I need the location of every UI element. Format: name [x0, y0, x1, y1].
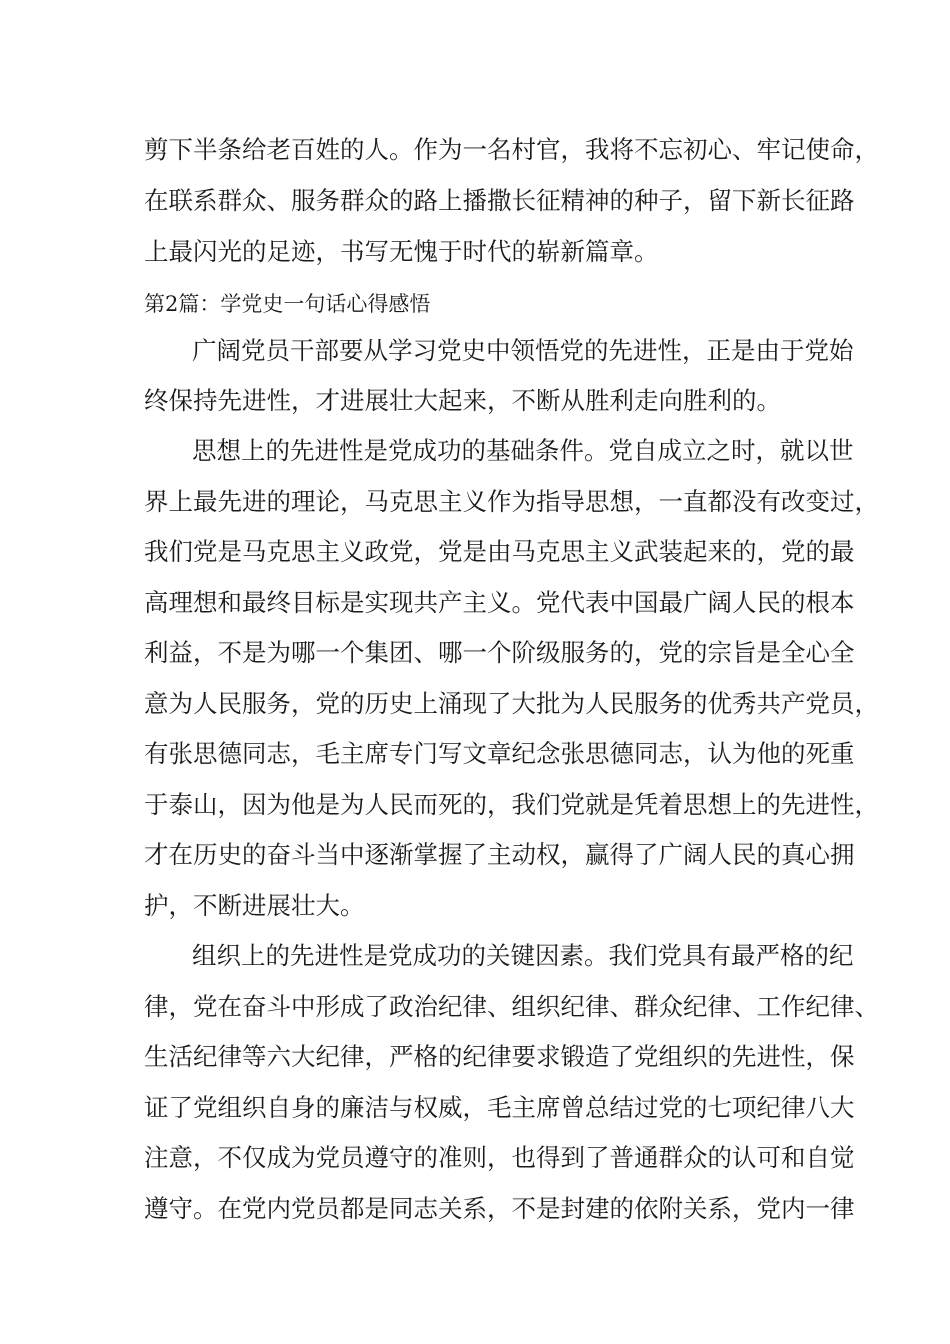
text-line: 律，党在奋斗中形成了政治纪律、组织纪律、群众纪律、工作纪律、 [144, 992, 879, 1021]
text-line: 利益，不是为哪一个集团、哪一个阶级服务的，党的宗旨是全心全 [144, 638, 855, 667]
text-line: 生活纪律等六大纪律，严格的纪律要求锻造了党组织的先进性，保 [144, 1042, 855, 1071]
text-line: 意为人民服务，党的历史上涌现了大批为人民服务的优秀共产党员， [144, 689, 879, 718]
text-line: 思想上的先进性是党成功的基础条件。党自成立之时，就以世 [192, 436, 854, 465]
text-line: 组织上的先进性是党成功的关键因素。我们党具有最严格的纪 [192, 941, 854, 970]
text-line: 广阔党员干部要从学习党史中领悟党的先进性，正是由于党始 [192, 336, 854, 365]
text-line: 我们党是马克思主义政党，党是由马克思主义武装起来的，党的最 [144, 537, 855, 566]
section-heading: 第2篇：学党史一句话心得感悟 [144, 292, 431, 316]
text-line: 界上最先进的理论，马克思主义作为指导思想，一直都没有改变过， [144, 487, 879, 516]
text-line: 高理想和最终目标是实现共产主义。党代表中国最广阔人民的根本 [144, 588, 855, 617]
text-line: 上最闪光的足迹，书写无愧于时代的崭新篇章。 [144, 237, 659, 266]
text-line: 才在历史的奋斗当中逐渐掌握了主动权，赢得了广阔人民的真心拥 [144, 840, 855, 869]
text-line: 证了党组织自身的廉洁与权威，毛主席曾总结过党的七项纪律八大 [144, 1093, 855, 1122]
text-line: 在联系群众、服务群众的路上播撒长征精神的种子，留下新长征路 [144, 186, 855, 215]
text-line: 护，不断进展壮大。 [144, 891, 365, 920]
text-line: 终保持先进性，才进展壮大起来，不断从胜利走向胜利的。 [144, 386, 781, 415]
text-line: 遵守。在党内党员都是同志关系，不是封建的依附关系，党内一律 [144, 1194, 855, 1223]
text-line: 注意，不仅成为党员遵守的准则，也得到了普通群众的认可和自觉 [144, 1143, 855, 1172]
text-line: 于泰山，因为他是为人民而死的，我们党就是凭着思想上的先进性， [144, 790, 879, 819]
text-line: 剪下半条给老百姓的人。作为一名村官，我将不忘初心、牢记使命， [144, 135, 879, 164]
text-line: 有张思德同志，毛主席专门写文章纪念张思德同志，认为他的死重 [144, 739, 855, 768]
